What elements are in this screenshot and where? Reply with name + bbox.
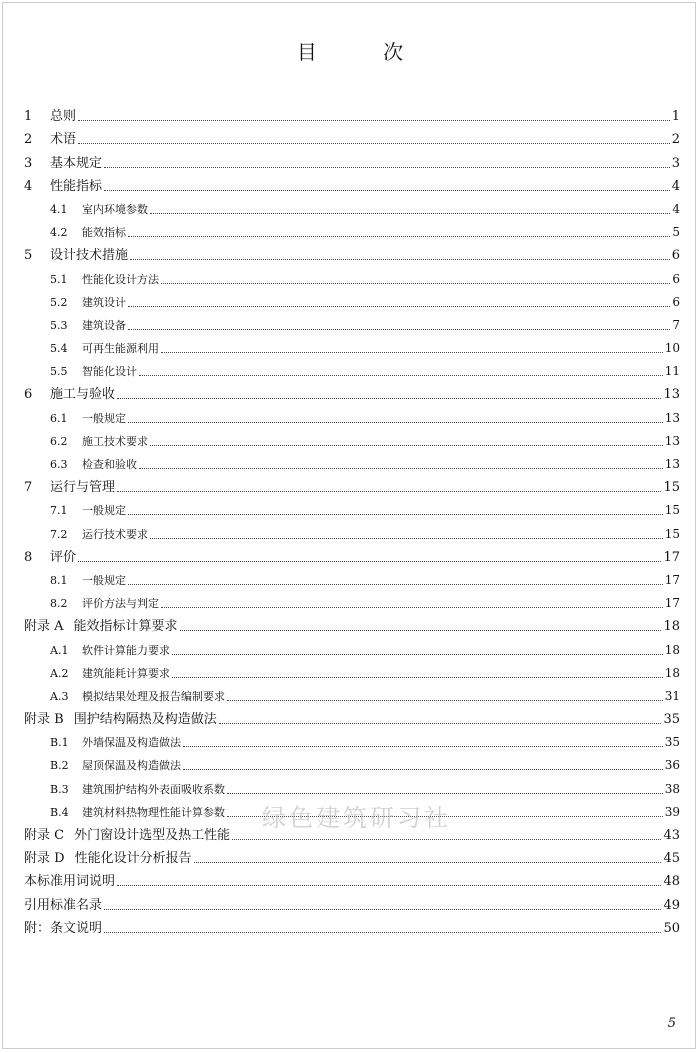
toc-entry[interactable]: [24, 472, 680, 495]
toc-entry-label: 基本规定: [50, 155, 103, 171]
toc-entry-label: 性能指标: [50, 178, 103, 194]
toc-entry[interactable]: [24, 171, 680, 194]
dot-leader: [78, 143, 670, 144]
toc-entry[interactable]: [24, 287, 680, 310]
toc-entry-page: 2: [671, 132, 680, 148]
dot-leader: [183, 746, 663, 747]
dot-leader: [78, 561, 661, 562]
toc-entry[interactable]: [24, 681, 680, 704]
toc-entry-page: 13: [663, 387, 680, 403]
toc-entry[interactable]: [24, 449, 680, 472]
dot-leader: [139, 375, 663, 376]
dot-leader: [139, 468, 663, 469]
dot-leader: [128, 306, 670, 307]
toc-entry-label: 一般规定: [82, 411, 126, 425]
toc-entry-number: 6.3: [50, 458, 68, 471]
toc-entry-page: 13: [664, 433, 680, 448]
toc-entry[interactable]: [24, 750, 680, 773]
toc-entry-page: 6: [672, 271, 680, 286]
toc-entry-number: 5.2: [50, 295, 68, 309]
toc-entry-page: 6: [672, 294, 680, 309]
toc-entry[interactable]: [24, 310, 680, 333]
toc-entry-number: 5.3: [50, 318, 68, 332]
toc-entry-label: 模拟结果处理及报告编制要求: [82, 689, 225, 703]
toc-entry[interactable]: [24, 379, 680, 402]
toc-entry[interactable]: [24, 658, 680, 681]
dot-leader: [161, 352, 663, 353]
toc-entry[interactable]: [24, 588, 680, 611]
toc-entry-page: 17: [663, 549, 680, 565]
toc-entry[interactable]: [24, 101, 680, 124]
toc-entry-number: 4.1: [50, 202, 68, 216]
dot-leader: [172, 654, 663, 655]
toc-entry-label: 评价: [50, 549, 77, 565]
toc-entry-label: 设计技术措施: [50, 248, 129, 264]
dot-leader: [104, 190, 670, 191]
toc-entry-label: 引用标准名录: [24, 897, 103, 913]
dot-leader: [117, 491, 661, 492]
dot-leader: [117, 398, 661, 399]
toc-entry-page: 5: [672, 225, 680, 240]
toc-entry-number: 5.5: [50, 365, 68, 379]
dot-leader: [117, 885, 661, 886]
toc-entry[interactable]: [24, 263, 680, 286]
toc-entry-label: 一般规定: [82, 504, 126, 518]
dot-leader: [128, 514, 663, 515]
toc-entry-number: 附录 B: [24, 712, 64, 728]
page-number: 5: [667, 1016, 676, 1031]
toc-entry-page: 18: [664, 642, 680, 657]
toc-entry-label: 能效指标: [82, 226, 126, 240]
toc-entry-number: 8.2: [50, 597, 68, 611]
toc-entry-page: 17: [664, 596, 680, 611]
toc-entry[interactable]: [24, 495, 680, 518]
toc-entry-label: 性能化设计方法: [82, 272, 159, 286]
toc-entry-label: 建筑设备: [82, 318, 126, 332]
toc-entry-page: 49: [663, 897, 680, 913]
toc-entry-page: 1: [671, 109, 680, 125]
dot-leader: [128, 584, 663, 585]
dot-leader: [161, 607, 663, 608]
toc-entry-page: 35: [664, 735, 680, 750]
toc-entry-page: 45: [663, 851, 680, 867]
toc-entry[interactable]: [24, 704, 680, 727]
toc-entry[interactable]: [24, 634, 680, 657]
dot-leader: [104, 167, 670, 168]
toc-entry-label: 施工技术要求: [82, 434, 148, 448]
toc-entry-label: 施工与验收: [50, 387, 116, 403]
toc-entry-number: 附录 C: [24, 828, 65, 843]
toc-entry-number: 附录 A: [24, 619, 64, 635]
dot-leader: [104, 932, 661, 933]
toc-entry-label: 可再生能源利用: [82, 342, 159, 356]
toc-entry-number: 4: [24, 178, 33, 194]
toc-entry-page: 50: [663, 920, 680, 936]
page-title: 目 次: [296, 40, 434, 64]
toc-entry-page: 15: [663, 480, 680, 496]
toc-entry-page: 43: [663, 828, 680, 843]
toc-entry-page: 48: [663, 874, 680, 890]
toc-entry[interactable]: [24, 402, 680, 425]
toc-entry-number: 1: [24, 109, 33, 125]
toc-entry-number: B.4: [50, 805, 69, 819]
toc-entry[interactable]: [24, 356, 680, 379]
dot-leader: [180, 630, 662, 631]
toc-entry-page: 15: [664, 503, 680, 518]
toc-entry-page: 36: [664, 758, 680, 773]
toc-entry-page: 15: [664, 526, 680, 541]
toc-entry-number: B.1: [50, 736, 69, 750]
toc-entry-number: 8: [24, 549, 33, 565]
dot-leader: [128, 329, 670, 330]
dot-leader: [78, 120, 670, 121]
toc-entry[interactable]: [24, 866, 680, 889]
watermark: 绿色建筑研习社: [262, 804, 451, 832]
toc-entry-number: 8.1: [50, 573, 68, 587]
toc-entry-label: 屋顶保温及构造做法: [82, 759, 181, 773]
toc-entry-page: 4: [672, 201, 680, 216]
toc-entry-page: 3: [671, 155, 680, 171]
dot-leader: [227, 793, 663, 794]
toc-entry-number: 6.2: [50, 434, 68, 448]
dot-leader: [219, 723, 662, 724]
toc-entry-label: 建筑设计: [82, 295, 126, 309]
dot-leader: [161, 283, 670, 284]
toc-entry-label: 室内环境参数: [82, 202, 148, 216]
toc-entry-label: 运行与管理: [50, 480, 116, 496]
dot-leader: [172, 677, 663, 678]
toc-entry-label: 围护结构隔热及构造做法: [73, 712, 217, 728]
toc-entry-number: 5.1: [50, 272, 68, 286]
toc-entry-number: 附录 D: [24, 851, 65, 867]
toc-entry-page: 11: [664, 364, 680, 379]
dot-leader: [150, 445, 663, 446]
toc-entry-label: 性能化设计分析报告: [74, 851, 192, 867]
dot-leader: [130, 259, 670, 260]
toc-entry-page: 18: [664, 665, 680, 680]
toc-entry-label: 总则: [50, 109, 77, 125]
toc-entry[interactable]: [24, 194, 680, 217]
toc-entry-number: A.3: [50, 689, 69, 703]
toc-entry[interactable]: [24, 147, 680, 170]
dot-leader: [194, 862, 662, 863]
toc-entry[interactable]: [24, 565, 680, 588]
toc-entry[interactable]: [24, 542, 680, 565]
toc-entry-label: 本标准用词说明: [24, 874, 116, 890]
toc-entry[interactable]: [24, 518, 680, 541]
toc-entry-label: 建筑能耗计算要求: [82, 666, 170, 680]
toc-entry-page: 6: [671, 248, 680, 264]
toc-entry-page: 18: [663, 619, 680, 635]
toc-entry-number: B.2: [50, 759, 69, 773]
toc-entry-number: 6: [24, 387, 33, 403]
toc-entry-label: 附：条文说明: [24, 920, 103, 936]
toc-entry-label: 一般规定: [82, 573, 126, 587]
toc-entry-page: 17: [664, 572, 680, 587]
toc-entry-number: 5: [24, 248, 33, 264]
toc-entry-label: 运行技术要求: [82, 527, 148, 541]
toc-entry-number: A.1: [50, 643, 69, 657]
toc-entry-page: 39: [664, 804, 680, 819]
toc-entry-number: 2: [24, 132, 33, 148]
toc-entry[interactable]: [24, 889, 680, 912]
toc-entry-page: 10: [664, 341, 680, 356]
toc-entry[interactable]: [24, 727, 680, 750]
toc-entry-number: B.3: [50, 782, 69, 796]
toc-entry-label: 智能化设计: [82, 365, 137, 379]
toc-entry[interactable]: [24, 240, 680, 263]
toc-entry-label: 能效指标计算要求: [73, 619, 178, 635]
toc-entry-page: 7: [672, 317, 680, 332]
toc-entry[interactable]: [24, 843, 680, 866]
toc-entry[interactable]: [24, 611, 680, 634]
toc-entry-page: 13: [664, 457, 680, 471]
toc-entry-number: 6.1: [50, 411, 68, 425]
toc-entry-number: 3: [24, 155, 33, 171]
toc-entry-number: 7.1: [50, 504, 68, 518]
toc-entry-label: 软件计算能力要求: [82, 643, 170, 657]
toc-entry-label: 外墙保温及构造做法: [82, 736, 181, 750]
dot-leader: [128, 422, 663, 423]
dot-leader: [227, 700, 663, 701]
toc-entry-number: A.2: [50, 666, 69, 680]
toc-entry[interactable]: [24, 913, 680, 936]
toc-entry-page: 13: [664, 410, 680, 425]
dot-leader: [150, 538, 663, 539]
toc-entry[interactable]: [24, 333, 680, 356]
toc-entry-label: 建筑材料热物理性能计算参数: [82, 805, 225, 819]
dot-leader: [183, 769, 663, 770]
dot-leader: [150, 213, 670, 214]
toc-entry-page: 35: [663, 712, 680, 728]
toc-entry-number: 7: [24, 480, 33, 496]
toc-entry-label: 建筑围护结构外表面吸收系数: [82, 782, 225, 796]
toc-entry-label: 检查和验收: [82, 458, 137, 471]
toc-entry-page: 38: [664, 781, 680, 796]
toc-entry[interactable]: [24, 426, 680, 449]
toc-entry-page: 31: [664, 688, 680, 703]
toc-entry[interactable]: [24, 124, 680, 147]
toc-entry[interactable]: [24, 217, 680, 240]
toc-entry-page: 4: [671, 178, 680, 194]
toc-entry-number: 4.2: [50, 226, 68, 240]
dot-leader: [128, 236, 670, 237]
toc-entry-label: 术语: [50, 132, 77, 148]
toc-entry-number: 5.4: [50, 342, 68, 356]
toc-entry[interactable]: [24, 773, 680, 796]
toc-entry-label: 评价方法与判定: [82, 597, 159, 611]
toc-entry-label: 外门窗设计选型及热工性能: [74, 828, 231, 843]
dot-leader: [104, 909, 661, 910]
toc-entry-number: 7.2: [50, 527, 68, 541]
dot-leader: [232, 839, 661, 840]
